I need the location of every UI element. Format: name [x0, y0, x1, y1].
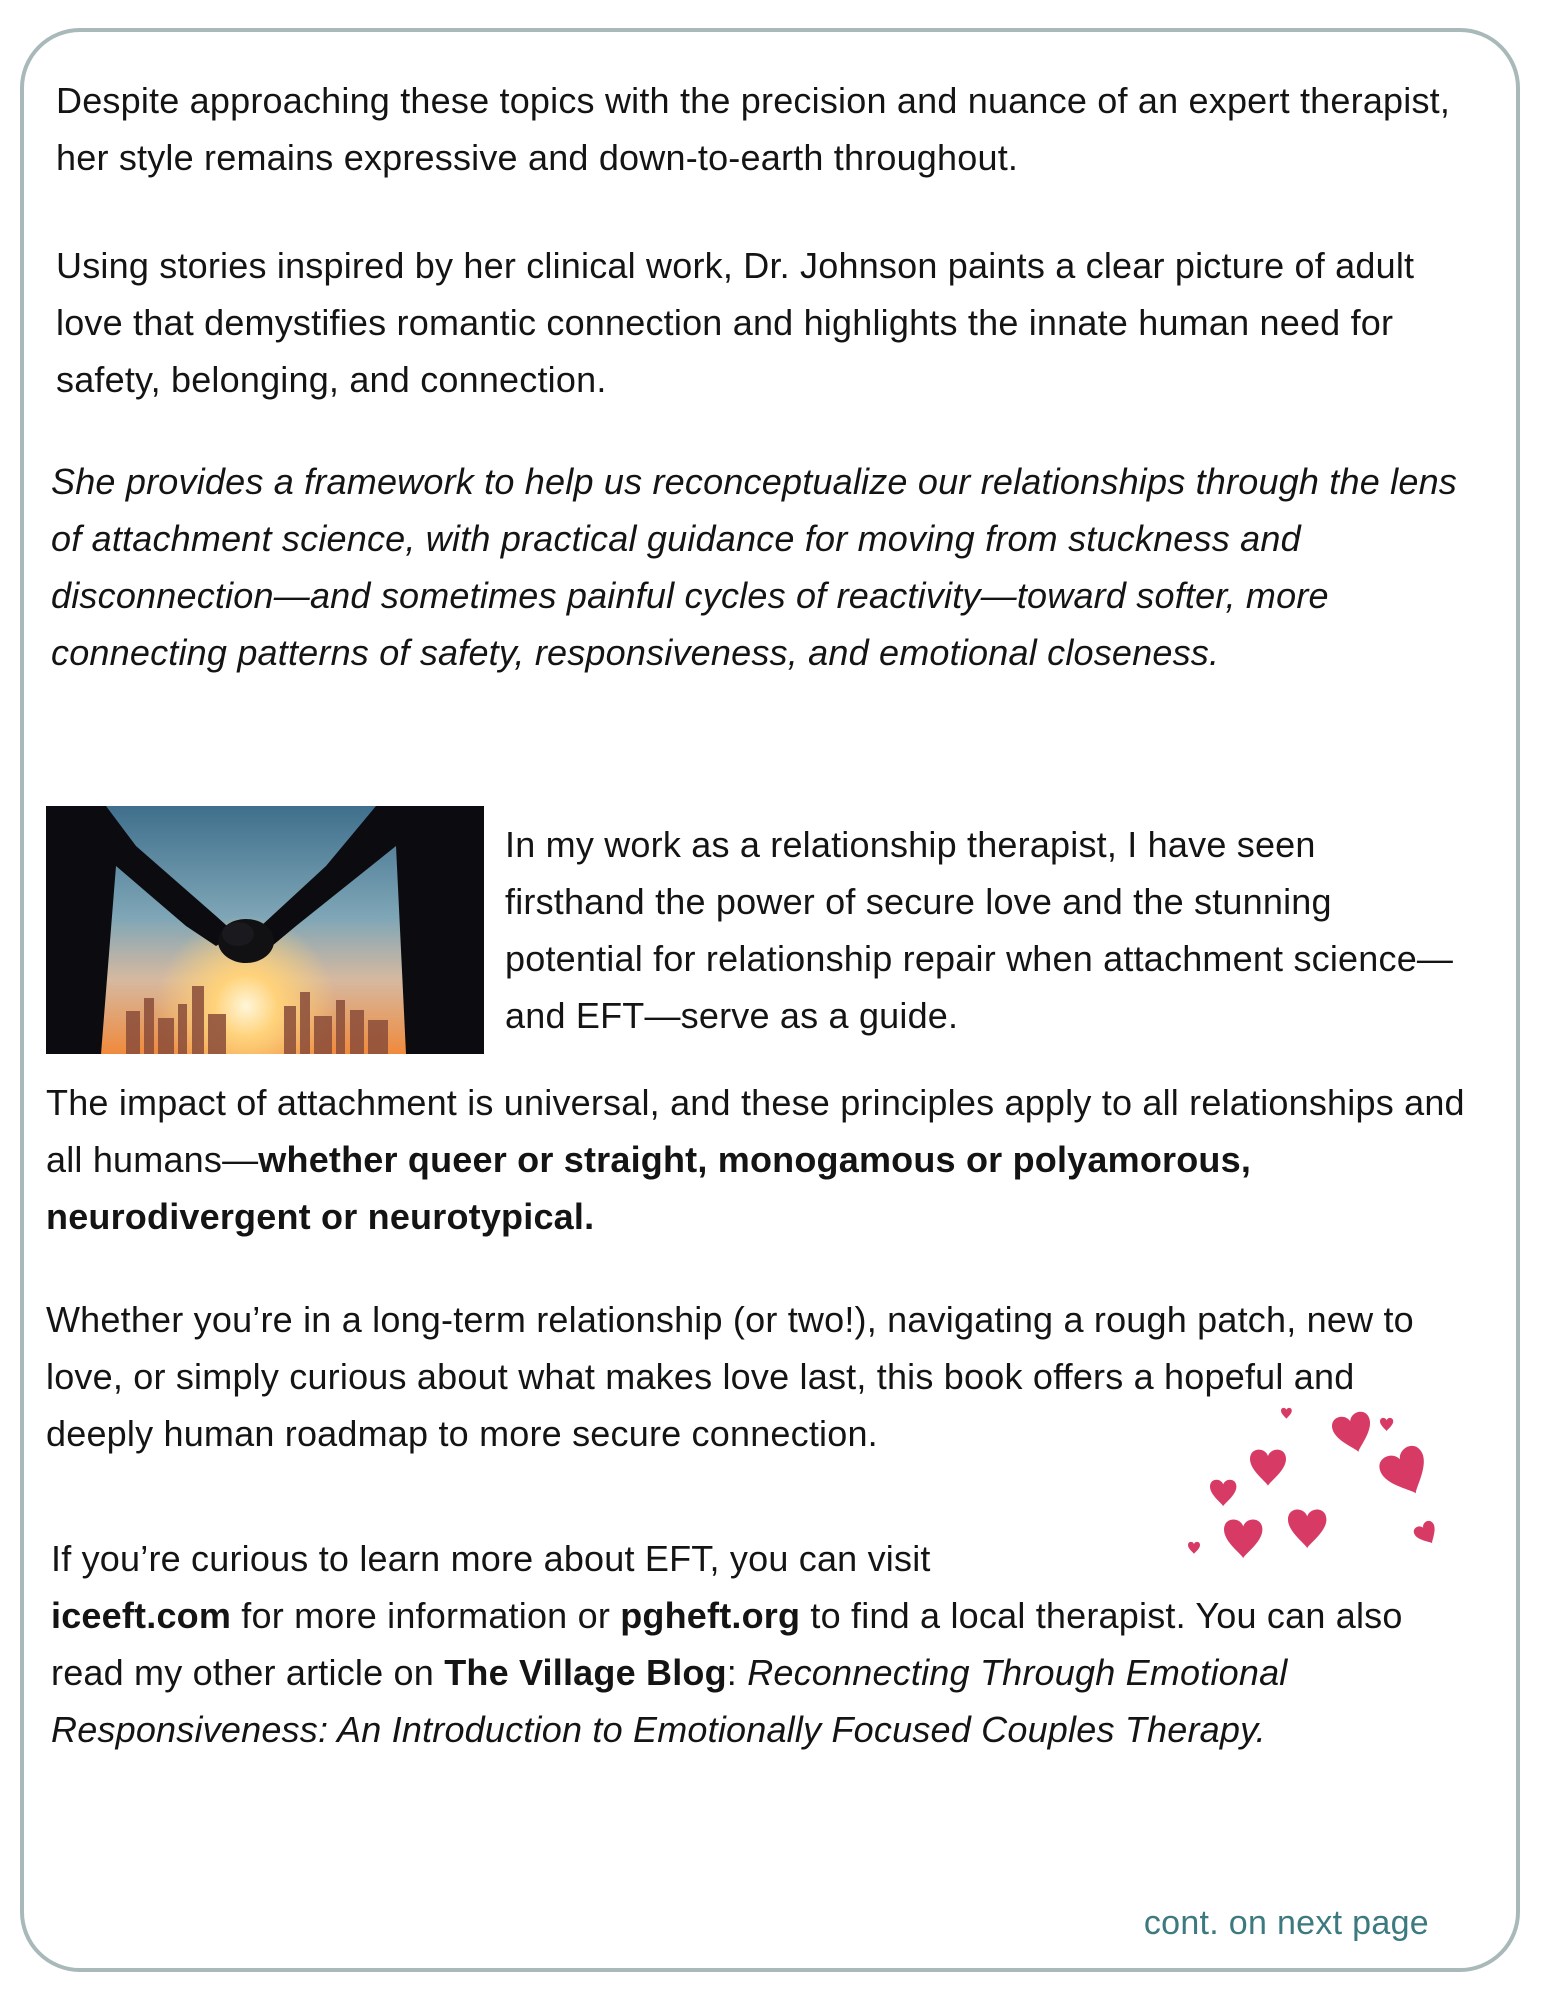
- colon-separator: :: [726, 1652, 748, 1693]
- learn-more-article: to find a local therapist. You can also read my other article on: [51, 1595, 1403, 1693]
- heart-icon: [1281, 1408, 1292, 1419]
- paragraph-roadmap: Whether you’re in a long-term relationship (or two!), navigating a rough patch, new to love, or simply curious about what makes love last, this book offers a hopeful and deeply human roadmap to more secure connection.: [46, 1299, 1414, 1454]
- continued-label: cont. on next page: [1143, 1904, 1429, 1942]
- holding-hands-photo: [46, 806, 484, 1054]
- article-title[interactable]: Reconnecting Through Emotional Responsiveness: An Introduction to Emotionally Focused Couples Therapy.: [51, 1652, 1288, 1750]
- universal-text: The impact of attachment is universal, and these principles apply to all relationships and all humans—: [46, 1082, 1465, 1180]
- paragraph-universal-attachment: [46, 1074, 1466, 1245]
- inclusive-emphasis: whether queer or straight, monogamous or polyamorous, neurodivergent or neurotypical.: [46, 1139, 1252, 1237]
- paragraph-expert-style: Despite approaching these topics with the precision and nuance of an expert therapist, her style remains expressive and down-to-earth throughout.: [56, 80, 1451, 178]
- pgheft-link[interactable]: pgheft.org: [620, 1595, 801, 1636]
- paragraph-therapist-work: In my work as a relationship therapist, I have seen firsthand the power of secure love and the stunning potential for relationship repair when attachment science—and EFT—serve as a guide.: [505, 824, 1454, 1036]
- heart-icon: [1250, 1450, 1286, 1486]
- heart-icon: [1330, 1410, 1377, 1457]
- paragraph-stories: Using stories inspired by her clinical work, Dr. Johnson paints a clear picture of adult love that demystifies romantic connection and highlights the innate human need for safety, belonging, and connection.: [56, 245, 1415, 400]
- paragraph-framework: She provides a framework to help us reconceptualize our relationships through the lens of attachment science, with practical guidance for moving from stuckness and disconnection—and sometimes painful cycles of reactivity—toward softer, more connecting patterns of safety, responsiveness, and emotional closeness.: [51, 461, 1457, 673]
- heart-icon: [1380, 1418, 1393, 1431]
- learn-more-intro: If you’re curious to learn more about EFT, you can visit: [51, 1538, 931, 1579]
- village-blog-link[interactable]: The Village Blog: [444, 1652, 727, 1693]
- heart-icon: [1210, 1480, 1236, 1507]
- learn-more-mid: for more information or: [231, 1595, 621, 1636]
- heart-icon: [1376, 1442, 1437, 1503]
- paragraph-learn-more: [51, 1530, 1431, 1758]
- iceeft-link[interactable]: iceeft.com: [51, 1595, 232, 1636]
